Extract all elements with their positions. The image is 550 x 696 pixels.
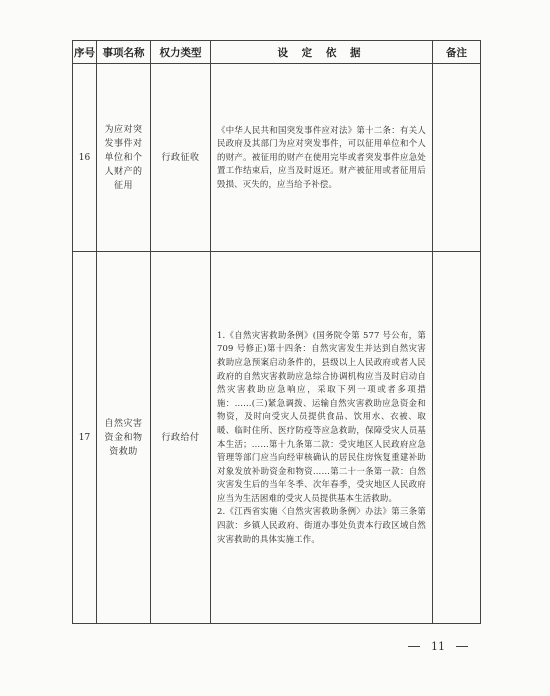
- item-name: 自然灾害资金和物资救助: [97, 252, 151, 624]
- legal-basis: [211, 252, 433, 624]
- basis-paragraph: 《中华人民共和国突发事件应对法》第十二条：有关人民政府及其部门为应对突发事件，可以征用单位和个人的财产。被征用的财产在使用完毕或者突发事件应急处置工作结束后，应当及时返还。财产被征用或者征用后毁损、灭失的，应当给予补偿。: [217, 124, 426, 189]
- dash-right: [456, 646, 468, 647]
- legal-basis: [211, 64, 433, 252]
- remark-cell: [433, 252, 481, 624]
- item-name: 为应对突发事件对单位和个人财产的征用: [97, 64, 151, 252]
- header-no: 序号: [73, 41, 97, 64]
- row-number: 17: [73, 252, 97, 624]
- header-power-type: 权力类型: [151, 41, 211, 64]
- page-footer: [408, 640, 468, 653]
- basis-paragraph: 1.《自然灾害救助条例》(国务院令第 577 号公布，第 709 号修正)第十四条：自然灾害发生并达到自然灾害救助应急预案启动条件的，县级以上人民政府或者人民政府的自然灾害救助应急综合协调机构应当及时启动自然灾害救助应急响应，采取下列一项或者多项措施：……(三)紧急调拨、运输自然灾害救助应急资金和物资，及时向受灾人员提供食品、饮用水、衣被、取暖、临时住所、医疗防疫等应急救助，保障受灾人员基本生活；……第十九条第二款：受灾地区人民政府应急管理等部门应当向经审核确认的居民住房恢复重建补助对象发放补助资金和物资……第二十一条第一款：自然灾害发生后的当年冬季、次年春季，受灾地区人民政府应当为生活困难的受灾人员提供基本生活救助。: [217, 329, 429, 503]
- table-header-row: [73, 41, 481, 64]
- header-item-name: 事项名称: [97, 41, 151, 64]
- dash-left: [408, 646, 420, 647]
- row-number: 16: [73, 64, 97, 252]
- page-number: 11: [431, 640, 445, 653]
- powers-table: [72, 40, 481, 624]
- power-type: 行政给付: [151, 252, 211, 624]
- power-type: 行政征收: [151, 64, 211, 252]
- table-row: [73, 252, 481, 624]
- header-legal-basis: 设 定 依 据: [211, 41, 433, 64]
- table-row: [73, 64, 481, 252]
- basis-paragraph: 2.《江西省实施〈自然灾害救助条例〉办法》第三条第四款：乡镇人民政府、街道办事处负责本行政区域自然灾害救助的具体实施工作。: [217, 506, 426, 544]
- header-remark: 备注: [433, 41, 481, 64]
- remark-cell: [433, 64, 481, 252]
